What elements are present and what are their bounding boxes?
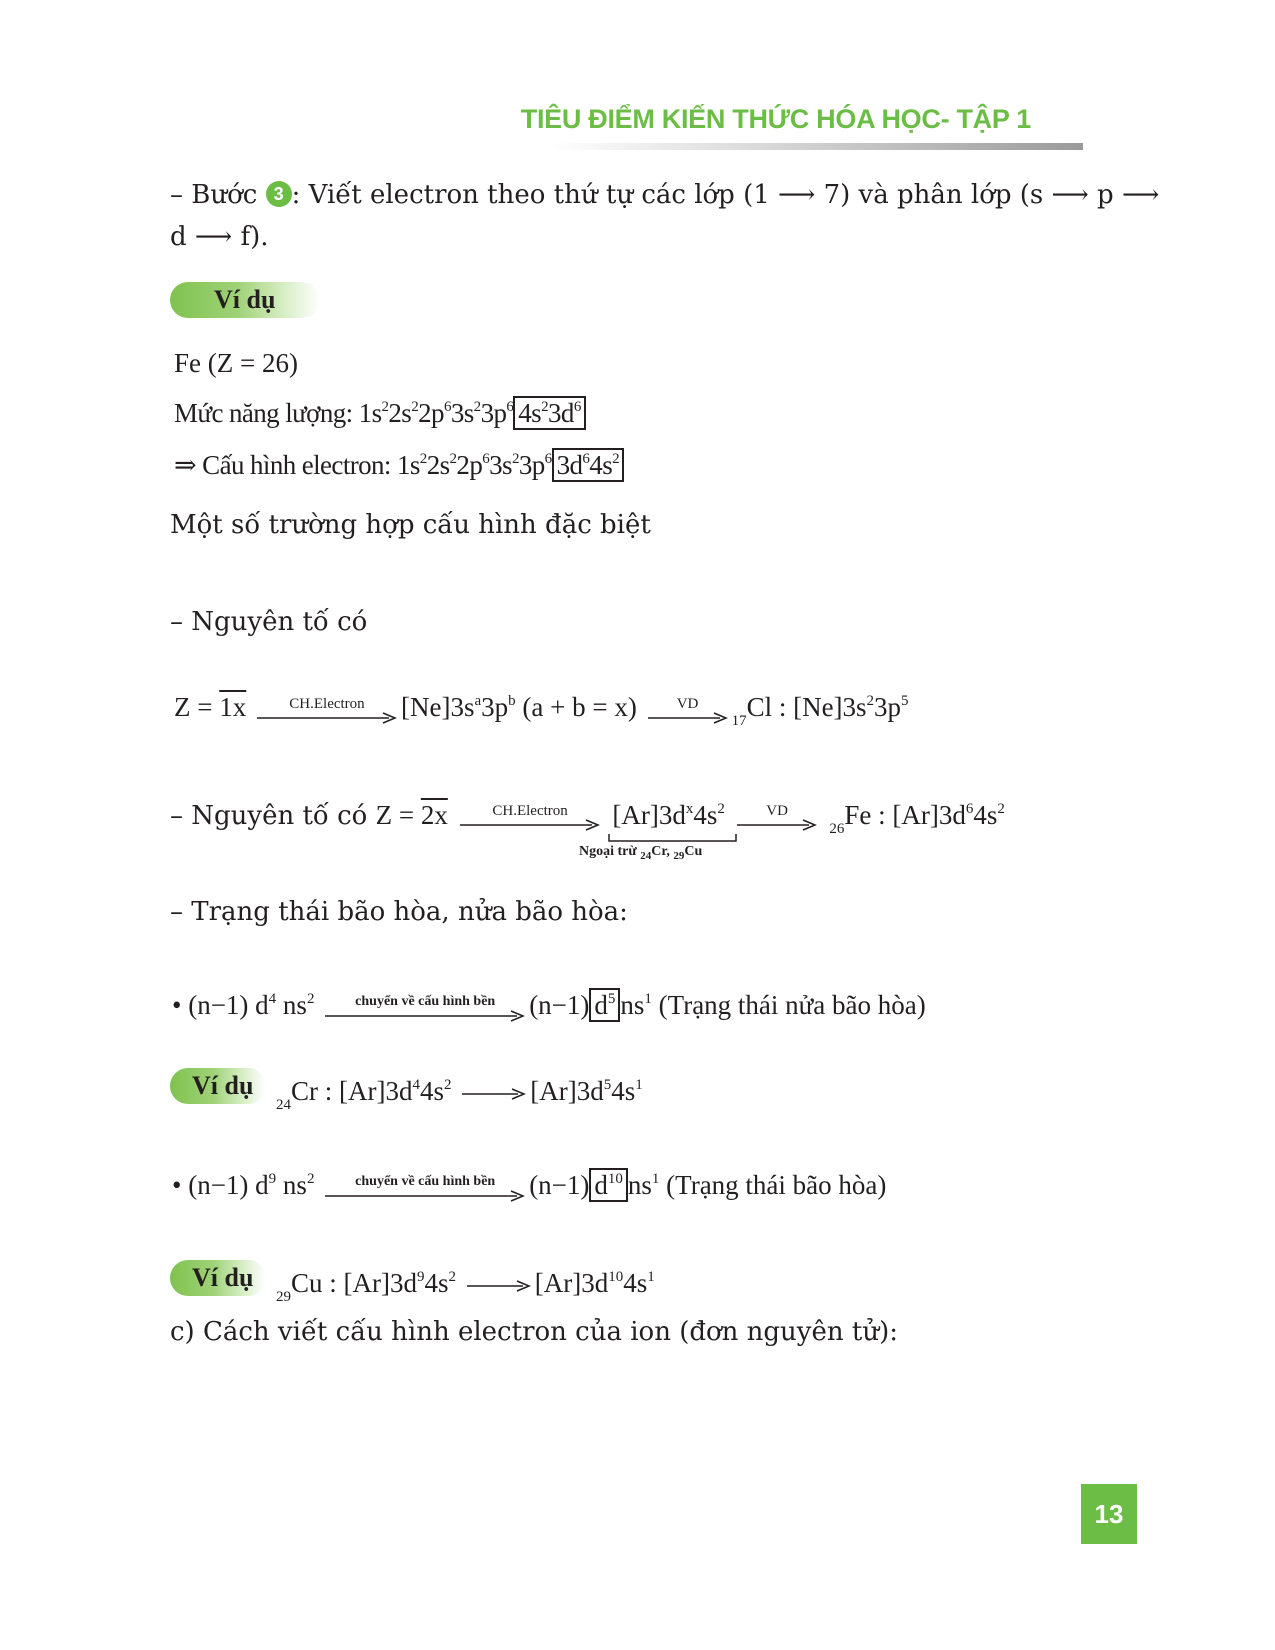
cu-example: $_{29}$Cu : $[Ar]3d^94s^2$ $[Ar]3d^{10}4s^1$ xyxy=(276,1268,655,1305)
full-saturation-rule: • (n−1) $d^9$ $ns^2$ chuyển về cấu hình bền (n−1) $d^{10}$ $ns^1$ (Trạng thái bão hòa) xyxy=(172,1170,887,1200)
special-cases-heading: Một số trường hợp cấu hình đặc biệt xyxy=(170,510,651,540)
arrow-vd: VD xyxy=(737,803,817,831)
step3-text: : Viết electron theo thứ tự các lớp (1 ⟶ 7) và phân lớp (s ⟶ p ⟶ xyxy=(291,180,1160,210)
highlight-box: $d^{10}$ xyxy=(589,1168,628,1202)
case1-intro: – Nguyên tố có xyxy=(170,607,368,637)
ar-config-bracketed: $[Ar]3d^x4s^2$ xyxy=(612,800,725,831)
book-header-title: TIÊU ĐIỂM KIẾN THỨC HÓA HỌC- TẬP 1 xyxy=(520,104,1031,134)
example-label-pill: Ví dụ xyxy=(170,282,320,318)
saturation-heading: – Trạng thái bão hòa, nửa bão hòa: xyxy=(170,897,628,927)
case1-formula: Z = 1x CH.Electron $[Ne]3s^a3p^b$ (a + b = x) VD $_{17}$Cl : $[Ne]3s^23p^5$ xyxy=(174,692,909,729)
highlight-box: $d^5$ xyxy=(589,988,620,1022)
arrow-ch-electron: CH.Electron xyxy=(460,803,600,831)
header-divider xyxy=(548,143,1083,150)
exception-note: Ngoại trừ $_{24}$Cr, $_{29}$Cu xyxy=(579,844,703,862)
energy-prefix: Mức năng lượng: xyxy=(174,398,353,428)
example-label-pill: Ví dụ xyxy=(170,1260,266,1296)
fe-atomic-number: Fe (Z = 26) xyxy=(174,348,298,378)
page-number: 13 xyxy=(1081,1484,1137,1544)
arrow-ch-electron: CH.Electron xyxy=(257,696,397,724)
fe-electron-config: ⇒ Cấu hình electron: $1s^22s^22p^63s^23p^6$ $3d^64s^2$ xyxy=(174,450,624,481)
step3-prefix: – Bước xyxy=(170,180,266,210)
arrow xyxy=(467,1280,531,1292)
case2-intro: – Nguyên tố có xyxy=(170,801,368,831)
arrow-vd: VD xyxy=(648,696,728,724)
step3-line2: d ⟶ f). xyxy=(170,222,269,252)
fe-energy-order: Mức năng lượng: $1s^22s^22p^63s^23p^6$ $4s^23d^6$ xyxy=(174,398,586,429)
cr-example: $_{24}$Cr : $[Ar]3d^44s^2$ $[Ar]3d^54s^1$ xyxy=(276,1076,643,1113)
arrow-stable-config: chuyển về cấu hình bền xyxy=(325,994,525,1022)
ion-config-heading: c) Cách viết cấu hình electron của ion (đơn nguyên tử): xyxy=(170,1317,898,1347)
half-saturation-rule: • (n−1) $d^4$ $ns^2$ chuyển về cấu hình bền (n−1) $d^5$ $ns^1$ (Trạng thái nửa bão hòa) xyxy=(172,990,926,1020)
step3-line1 xyxy=(170,180,1159,210)
half-saturation-note: (Trạng thái nửa bão hòa) xyxy=(658,990,926,1020)
highlight-box: $4s^23d^6$ xyxy=(513,396,585,430)
full-saturation-note: (Trạng thái bão hòa) xyxy=(666,1170,887,1200)
highlight-box: $3d^64s^2$ xyxy=(552,448,624,482)
arrow-stable-config: chuyển về cấu hình bền xyxy=(325,1174,525,1202)
config-prefix: ⇒ Cấu hình electron: xyxy=(174,450,391,480)
step-number-badge: 3 xyxy=(266,181,292,207)
arrow xyxy=(462,1088,526,1100)
case2-line: – Nguyên tố có Z = 2x CH.Electron $[Ar]3d^x4s^2$ VD $_{26}$Fe : $[Ar]3d^64s^2$ xyxy=(170,800,1005,831)
example-label-pill: Ví dụ xyxy=(170,1068,266,1104)
